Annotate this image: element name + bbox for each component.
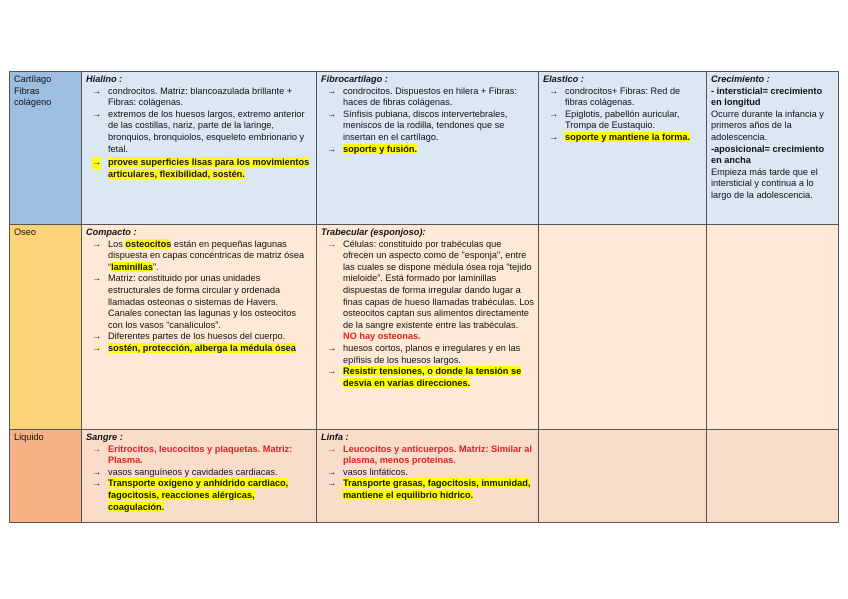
red-note: NO hay osteonas. (343, 331, 421, 342)
arrow-icon: → (327, 143, 337, 154)
highlight-text: provee superficies lisas para los movimientos articulares, flexibilidad, sostén. (108, 157, 310, 179)
highlight-text: Resistir tensiones, o donde la tensión se desvía en varias direcciones. (343, 366, 522, 388)
cell-title: Linfa : (321, 432, 349, 442)
arrow-icon: → (92, 157, 102, 168)
list-item (86, 157, 312, 180)
highlight-text: Transporte oxígeno y anhídrido cardiaco, fagocitosis, reacciones alérgicas, coagulación. (108, 478, 289, 512)
highlight-text: osteocitos (125, 238, 172, 249)
cell-sangre (82, 430, 317, 523)
list-item (321, 144, 534, 156)
arrow-icon: → (327, 478, 337, 489)
cell-fibrocartilago (317, 72, 539, 225)
arrow-icon: → (92, 108, 102, 119)
arrow-icon: → (327, 85, 337, 96)
arrow-icon: → (549, 108, 559, 119)
list-item: → huesos cortos, planos e irregulares y en las epífisis de los huesos largos. (327, 342, 521, 365)
growth-text: Ocurre durante la infancia y primeros años de la adolescencia. (711, 108, 824, 142)
arrow-icon: → (549, 131, 559, 142)
highlight-text: sostén, protección, alberga la médula ósea (108, 342, 296, 353)
row-header-line: Cartílago (14, 74, 52, 84)
list-item: → Los osteocitos están en pequeñas lagunas dispuesta en capas concéntricas de matriz ósea “laminillas”. (92, 238, 305, 272)
row-cartilago (10, 72, 839, 225)
cell-trabecular (317, 225, 539, 430)
arrow-icon: → (327, 108, 337, 119)
arrow-icon: → (327, 238, 337, 249)
cell-hialino (82, 72, 317, 225)
growth-intersticial: - intersticial= crecimiento en longitud (711, 85, 823, 108)
list-item: → Epiglotis, pabellón auricular, Trompa de Eustaquio. (549, 108, 680, 131)
arrow-icon: → (327, 366, 337, 377)
list-item: → Eritrocitos, leucocitos y plaquetas. Matriz: Plasma. (92, 443, 293, 466)
list-item: → Diferentes partes de los huesos del cuerpo. (92, 331, 286, 342)
arrow-icon: → (92, 85, 102, 96)
cell-title: Compacto : (86, 227, 137, 237)
arrow-icon: → (92, 443, 102, 454)
arrow-icon: → (92, 273, 102, 284)
cell-title: Fibrocartílago : (321, 74, 388, 84)
arrow-icon: → (92, 466, 102, 477)
list-item: → vasos linfáticos. (327, 466, 408, 477)
row-oseo (10, 225, 839, 430)
cell-elastico (539, 72, 707, 225)
growth-text: Empieza más tarde que el intersticial y continua a lo largo de la adolescencia. (711, 166, 818, 200)
cell-empty (707, 225, 839, 430)
cell-title: Crecimiento : (711, 74, 770, 84)
cell-title: Elastico : (543, 74, 584, 84)
cell-title: Sangre : (86, 432, 123, 442)
list-item (86, 478, 312, 513)
row-header-liquido: Liquido (10, 430, 82, 523)
arrow-icon: → (327, 466, 337, 477)
list-item (321, 366, 534, 389)
cell-empty (539, 225, 707, 430)
cell-linfa (317, 430, 539, 523)
cell-title: Trabecular (esponjoso): (321, 227, 426, 237)
arrow-icon: → (92, 331, 102, 342)
row-header-oseo: Oseo (10, 225, 82, 430)
cell-title: Hialino : (86, 74, 123, 84)
list-item: → Células: constituido por trabéculas que ofrecen un aspecto como de "esponja", entre las cuales se dispone médula ósea roja “tejido mieloide”. Está formado por laminillas dispuestas de forma irregular dando lugar a finas capas de hueso llamadas trabéculas. Los osteocitos captan sus alimentos directamente de la sangre existente entre las trabéculas. NO hay osteonas. (327, 238, 535, 342)
row-header-line: colágeno (14, 97, 52, 108)
list-item: → Matriz: constituido por unas unidades estructurales de forma circular y ordenada llamadas osteonas o sistemas de Havers. Canales conectan las lagunas y los osteocitos con los vasos “canalículos”. (92, 273, 296, 330)
arrow-icon: → (92, 238, 102, 249)
highlight-text: laminillas (111, 261, 153, 272)
list-item (543, 132, 702, 144)
cell-compacto (82, 225, 317, 430)
list-item: → vasos sanguíneos y cavidades cardiacas. (92, 466, 278, 477)
list-item: → Sínfisis pubiana, discos intervertebrales, meniscos de la rodilla, tendones que se insertan en el cartílago. (327, 108, 508, 142)
arrow-icon: → (327, 342, 337, 353)
list-item: → Leucocitos y anticuerpos. Matriz: Similar al plasma, menos proteínas. (327, 443, 532, 466)
arrow-icon: → (549, 85, 559, 96)
list-item: → condrocitos+ Fibras: Red de fibras colágenas. (549, 85, 681, 108)
row-header-cartilago (10, 72, 82, 225)
arrow-icon: → (92, 478, 102, 489)
growth-aposicional: -aposicional= crecimiento en ancha (711, 143, 825, 166)
highlight-text: Transporte grasas, fagocitosis, inmunidad, mantiene el equilibrio hídrico. (343, 478, 531, 500)
list-item: → condrocitos. Dispuestos en hilera + Fibras: haces de fibras colágenas. (327, 85, 517, 108)
list-item (86, 343, 312, 355)
highlight-text: soporte y mantiene la forma. (565, 131, 691, 142)
cell-empty (539, 430, 707, 523)
cell-crecimiento (707, 72, 839, 225)
list-item: → condrocitos. Matriz: blancoazulada brillante + Fibras: colágenas. (92, 85, 293, 108)
row-header-line: Fibras (14, 85, 40, 96)
row-liquido (10, 430, 839, 523)
list-item: → extremos de los huesos largos, extremo anterior de las costillas, nariz, parte de la laringe, bronquios, bronquiolos, esqueleto embrionario y fetal. (92, 108, 305, 154)
tissue-table (9, 71, 839, 523)
arrow-icon: → (92, 342, 102, 353)
list-item (321, 478, 534, 501)
highlight-text: soporte y fusión. (343, 143, 418, 154)
arrow-icon: → (327, 443, 337, 454)
cell-empty (707, 430, 839, 523)
